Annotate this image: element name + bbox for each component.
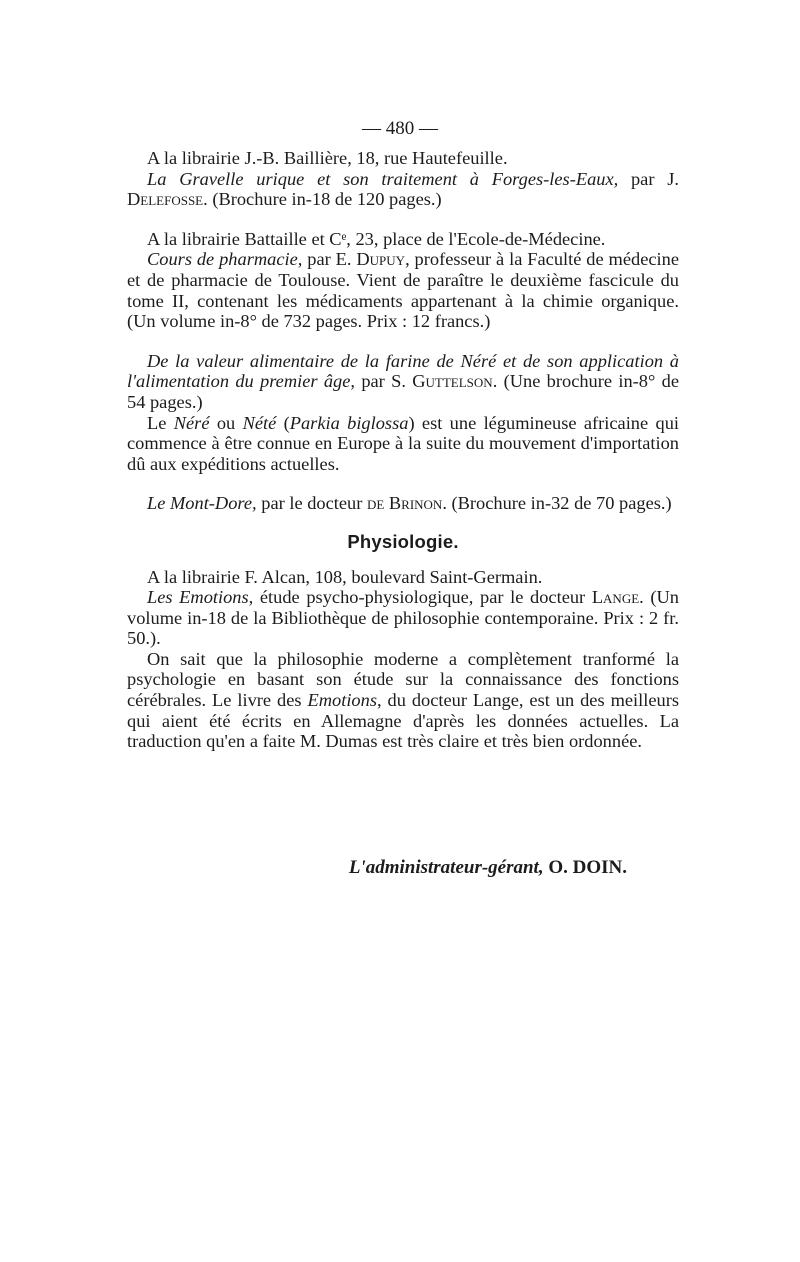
author-name: Delefosse bbox=[127, 189, 204, 210]
book-title: De la valeur alimentaire de la farine de Néré et de son application à l'alimentation du premier âge, bbox=[127, 350, 679, 392]
publisher-line: A la librairie Battaille et Cᵉ, 23, place de l'Ecole-de-Médecine. bbox=[147, 228, 606, 249]
author-name: Guttelson bbox=[412, 371, 493, 392]
signature-name: O. DOIN. bbox=[543, 857, 627, 878]
book-entry: De la valeur alimentaire de la farine de Néré et de son application à l'alimentation du premier âge, par S. Guttelson. (Une brochure in-8° de 54 pages.) bbox=[127, 350, 679, 412]
book-entry: Le Mont-Dore, par le docteur de Brinon. (Brochure in-32 de 70 pages.) bbox=[147, 493, 672, 514]
book-title: Le Mont-Dore, bbox=[147, 493, 257, 514]
publisher-line: A la librairie J.-B. Baillière, 18, rue Hautefeuille. bbox=[147, 148, 508, 168]
book-review: On sait que la philosophie moderne a complètement tranformé la psychologie en basant son étude sur la connaissance des fonctions cérébrales. Le livre des Emotions, du docteur Lange, est un des meilleurs qui aient été écrits en Allemagne d'après les données actuelles. La traduction qu'en a faite M. Dumas est très claire et très bien ordonnée. bbox=[127, 648, 680, 752]
book-note: Le Néré ou Nété (Parkia biglossa) est une légumineuse africaine qui commence à être connue en Europe à la suite du mouvement d'importation dû aux expéditions actuelles. bbox=[127, 412, 680, 474]
page-number: — 480 — bbox=[362, 118, 438, 139]
book-title: La Gravelle urique et son traitement à Forges-les-Eaux, bbox=[147, 168, 619, 189]
text-column bbox=[127, 148, 679, 752]
book-title: Les Emotions, bbox=[147, 587, 254, 608]
author-name: de Brinon bbox=[366, 493, 443, 514]
book-entry: Cours de pharmacie, par E. Dupuy, professeur à la Faculté de médecine et de pharmacie de Toulouse. Vient de paraître le deuxième fascicule du tome II, contenant les médicaments appartenant à la chimie organique. (Un volume in-8° de 732 pages. Prix : 12 francs.) bbox=[127, 249, 679, 332]
publisher-line: A la librairie F. Alcan, 108, boulevard Saint-Germain. bbox=[147, 566, 543, 587]
book-title: Cours de pharmacie, bbox=[147, 249, 303, 270]
signature bbox=[0, 857, 627, 879]
book-entry: Les Emotions, étude psycho-physiologique, par le docteur Lange. (Un volume in-18 de la Bibliothèque de philosophie contemporaine. Prix : 2 fr. 50.). bbox=[127, 587, 679, 649]
author-name: Lange bbox=[591, 587, 640, 608]
author-name: Dupuy bbox=[356, 249, 406, 270]
section-heading: Physiologie. bbox=[347, 530, 459, 552]
signature-role: L'administrateur-gérant, bbox=[348, 857, 544, 878]
book-entry: La Gravelle urique et son traitement à Forges-les-Eaux, par J. Delefosse. (Brochure in-18 de 120 pages.) bbox=[127, 168, 679, 210]
